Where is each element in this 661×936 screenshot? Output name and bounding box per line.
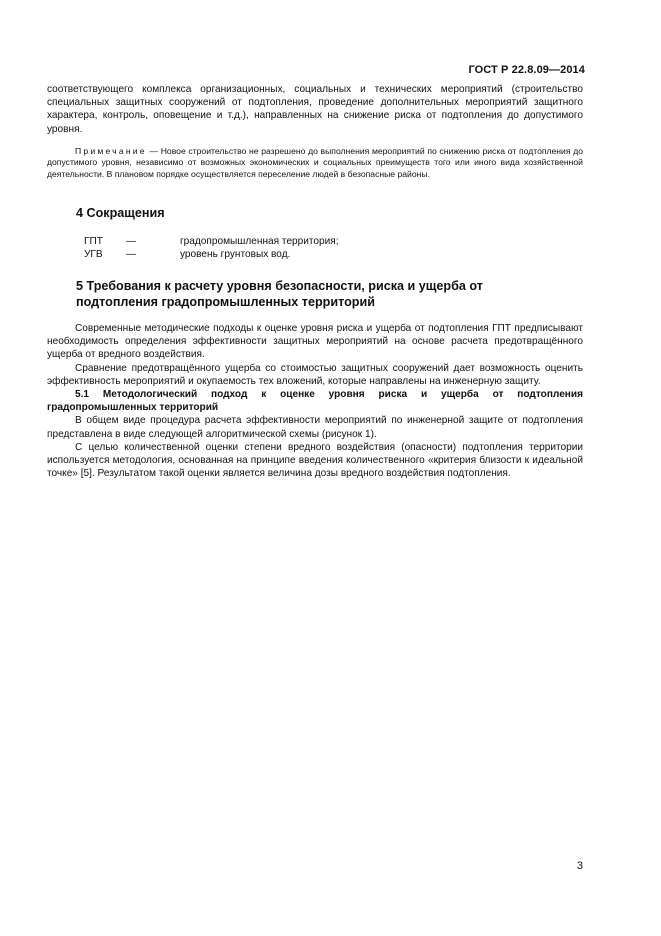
- section-5-heading: [76, 279, 596, 310]
- page-number: 3: [576, 860, 583, 872]
- abbreviation-row: [84, 235, 339, 248]
- section-5-heading-line1: 5 Требования к расчету уровня безопасности, риска и ущерба от: [76, 279, 483, 293]
- paragraph: Современные методические подходы к оценке уровня риска и ущерба от подтопления ГПТ предписывают необходимость определения эффективности защитных мероприятий на основе расчета предотвращённого ущерба от вредного воздействия.: [47, 323, 583, 361]
- paragraph: Сравнение предотвращённого ущерба со стоимостью защитных сооружений дает возможность оценить эффективность мероприятий и окупаемость тех вложений, которые направлены на инженерную защиту.: [47, 362, 583, 387]
- abbreviation: ГПТ: [84, 236, 103, 247]
- note-dash: —: [146, 146, 161, 156]
- document-code: ГОСТ Р 22.8.09—2014: [468, 64, 585, 76]
- note-label: Примечание: [75, 146, 147, 156]
- section-5-heading-line2: подтопления градопромышленных территорий: [76, 294, 375, 309]
- abbreviation-row: [84, 248, 290, 261]
- paragraph: В общем виде процедура расчета эффективности мероприятий по инженерной защите от подтопления представлена в виде следующей алгоритмической схемы (рисунок 1).: [47, 415, 583, 440]
- intro-paragraph: соответствующего комплекса организационных, социальных и технических мероприятий (строительство специальных защитных сооружений от подтопления, проведение дополнительных мероприятий защитного характера, контроль, оповещение и т.д.), направленных на снижение риска от подтопления до допустимого уровня.: [47, 84, 583, 135]
- abbreviation-meaning: уровень грунтовых вод.: [180, 249, 291, 260]
- note-block: [47, 146, 583, 180]
- abbreviation-meaning: градопромышленная территория;: [180, 236, 339, 247]
- paragraph: С целью количественной оценки степени вредного воздействия (опасности) подтопления территории используется методология, основанная на принципе введения количественного «критерия близости к идеальной точке» [5]. Результатом такой оценки является величина дозы вредного воздействия подтопления.: [47, 441, 583, 480]
- abbreviation: УГВ: [84, 249, 103, 260]
- section-4-heading: 4 Сокращения: [76, 206, 165, 220]
- section-5-body: [47, 322, 583, 480]
- note-text: Новое строительство не разрешено до выполнения мероприятий по снижению риска от подтопления до допустимого уровня, независимо от возможных экономических и социальных преимуществ того или иного вида хозяйственной деятельности. В плановом порядке осуществляется переселение людей в безопасные районы.: [47, 146, 583, 179]
- subsection-5-1-heading: 5.1 Методологический подход к оценке уровня риска и ущерба от подтопления градопромышленных территорий: [47, 389, 583, 414]
- abbreviation-dash: —: [126, 236, 137, 247]
- abbreviation-dash: —: [126, 249, 137, 260]
- intro-block: [47, 83, 583, 136]
- note-paragraph: [47, 146, 583, 180]
